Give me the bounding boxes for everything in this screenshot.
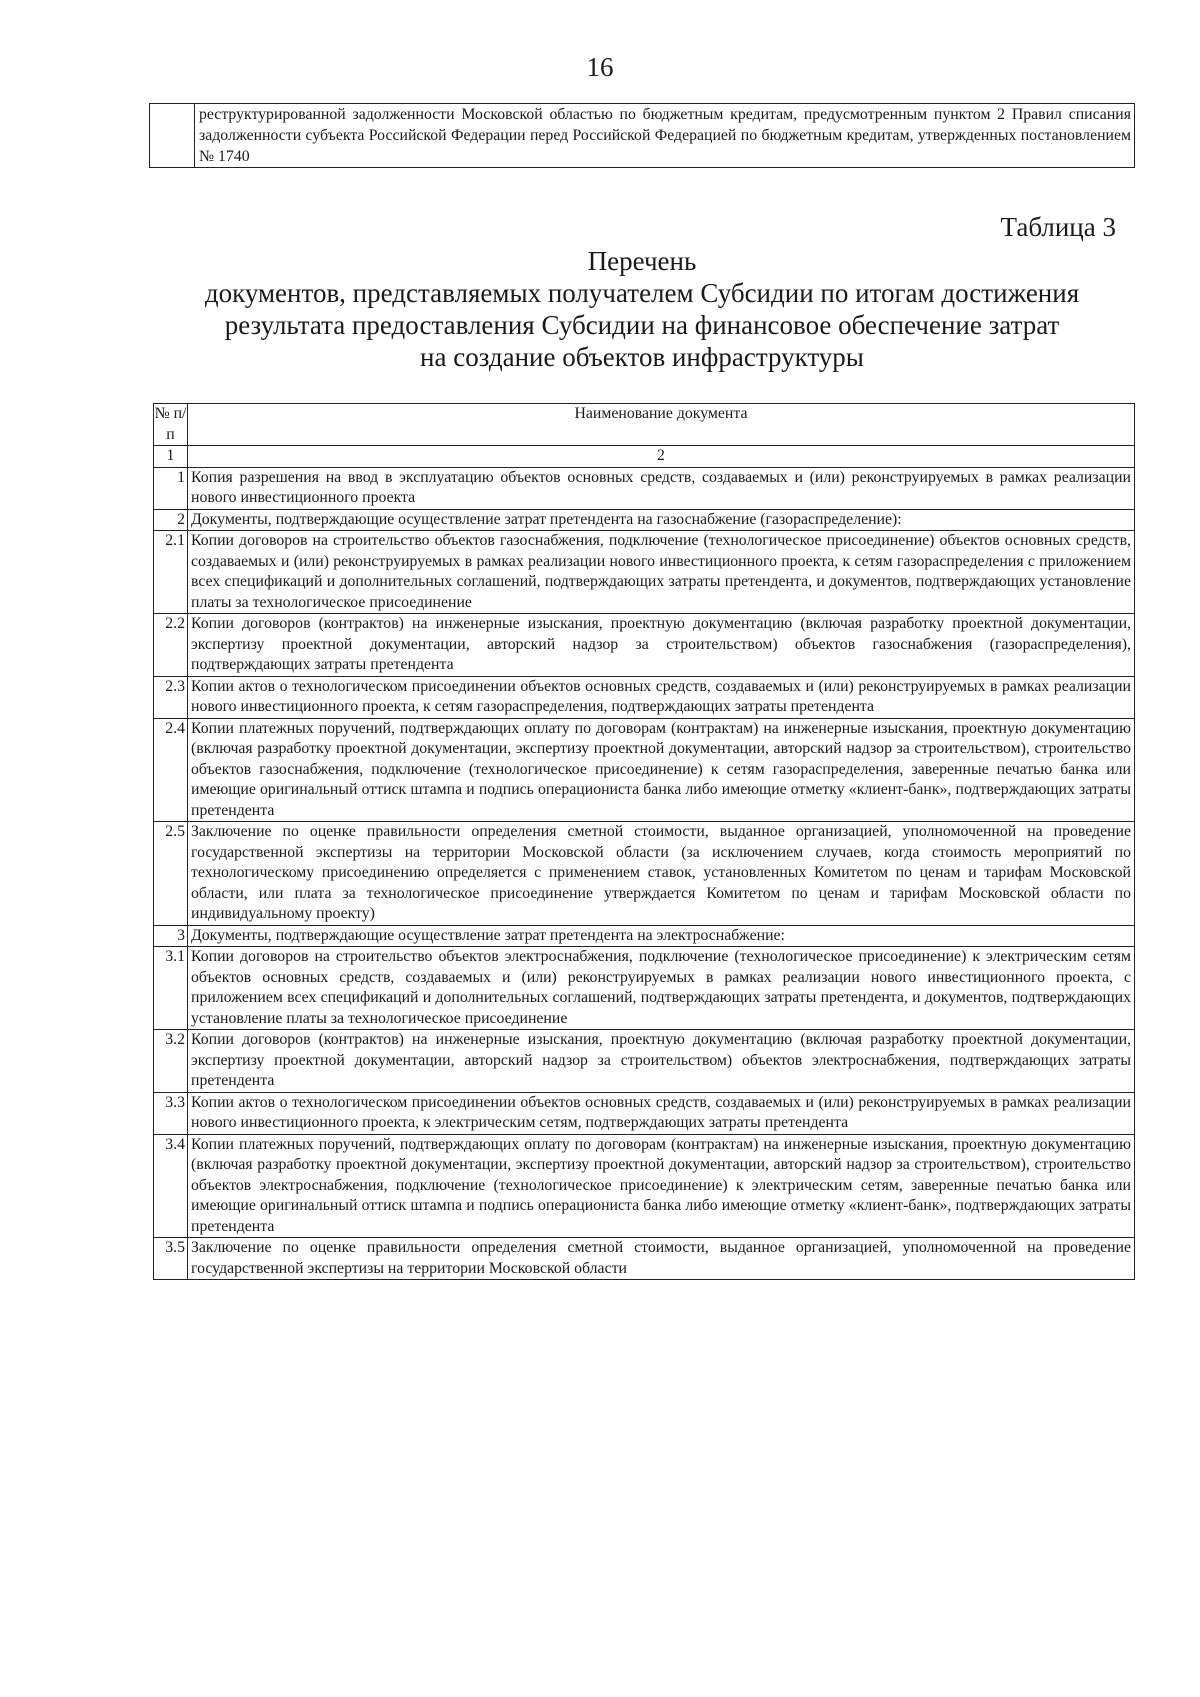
row-document-name: Копии платежных поручений, подтверждающих оплату по договорам (контрактам) на инженерные изыскания, проектную документацию (включая разработку проектной документации, экспертизу проектной документации, авторский надзор за строительством), строительство объектов газоснабжения, подключение (технологическое присоединение) к сетям газораспределения, заверенные печатью банка или имеющие оригинальный оттиск штампа и подпись операциониста банка либо имеющие отметку «клиент-банк», подтверждающих затраты претендента: [188, 718, 1135, 822]
title-line: документов, представляемых получателем Субсидии по итогам достижения: [204, 278, 1080, 308]
continuation-num-cell: [150, 104, 195, 168]
table-row: [154, 1092, 1135, 1134]
row-document-name: Копии платежных поручений, подтверждающих оплату по договорам (контрактам) на инженерные изыскания, проектную документацию (включая разработку проектной документации, экспертизу проектной документации, авторский надзор за строительством), строительство объектов электроснабжения, подключение (технологическое присоединение) к электрическим сетям, заверенные печатью банка или имеющие оригинальный оттиск штампа и подпись операциониста банка либо имеющие отметку «клиент-банк», подтверждающих затраты претендента: [188, 1134, 1135, 1238]
table-row: [154, 822, 1135, 926]
page-number: 16: [586, 52, 614, 82]
row-document-name: Копия разрешения на ввод в эксплуатацию объектов основных средств, создаваемых и (или) реконструируемых в рамках реализации нового инвестиционного проекта: [188, 467, 1135, 509]
row-number: 2: [154, 509, 188, 531]
table-row: [154, 614, 1135, 677]
table-row: [154, 676, 1135, 718]
row-number: 3.5: [154, 1238, 188, 1280]
index-num: 1: [154, 446, 188, 468]
row-document-name: Копии договоров (контрактов) на инженерные изыскания, проектную документацию (включая разработку проектной документации, экспертизу проектной документации, авторский надзор за строительством) объектов электроснабжения, подтверждающих затраты претендента: [188, 1030, 1135, 1093]
row-number: 3.2: [154, 1030, 188, 1093]
title-line: Перечень: [587, 246, 697, 276]
table-row: [154, 467, 1135, 509]
table-row: [150, 104, 1135, 168]
table-row: [154, 1238, 1135, 1280]
table-row: [154, 718, 1135, 822]
row-document-name: Заключение по оценке правильности определения сметной стоимости, выданное организацией, уполномоченной на проведение государственной экспертизы на территории Московской области: [188, 1238, 1135, 1280]
continuation-table: [149, 103, 1135, 168]
row-number: 2.5: [154, 822, 188, 926]
row-number: 3.1: [154, 947, 188, 1030]
header-num: № п/п: [154, 404, 188, 446]
row-number: 2.2: [154, 614, 188, 677]
title-line: на создание объектов инфраструктуры: [420, 342, 864, 372]
table-header-row: [154, 404, 1135, 446]
table-index-row: [154, 446, 1135, 468]
continuation-text: реструктурированной задолженности Московской областью по бюджетным кредитам, предусмотренным пунктом 2 Правил списания задолженности субъекта Российской Федерации перед Российской Федерацией по бюджетным кредитам, утвержденных постановлением № 1740: [195, 104, 1135, 168]
index-name: 2: [188, 446, 1135, 468]
table-row: [154, 1134, 1135, 1238]
row-document-name: Копии актов о технологическом присоединении объектов основных средств, создаваемых и (или) реконструируемых в рамках реализации нового инвестиционного проекта, к сетям газораспределения, подтверждающих затраты претендента: [188, 676, 1135, 718]
table-row: [154, 947, 1135, 1030]
row-document-name: Копии договоров на строительство объектов электроснабжения, подключение (технологическое присоединение) к электрическим сетям объектов основных средств, создаваемых и (или) реконструируемых в рамках реализации нового инвестиционного проекта, с приложением всех спецификаций и дополнительных соглашений, подтверждающих затраты претендента, и документов, подтверждающих установление платы за технологическое присоединение: [188, 947, 1135, 1030]
table-row: [154, 1030, 1135, 1093]
row-number: 3: [154, 925, 188, 947]
row-number: 3.3: [154, 1092, 188, 1134]
document-title: [150, 245, 1134, 373]
documents-table: [153, 403, 1135, 1280]
row-number: 2.4: [154, 718, 188, 822]
table-row: [154, 925, 1135, 947]
table-label: Таблица 3: [1000, 212, 1116, 242]
row-number: 1: [154, 467, 188, 509]
row-number: 2.1: [154, 531, 188, 614]
row-number: 3.4: [154, 1134, 188, 1238]
row-document-name: Копии договоров (контрактов) на инженерные изыскания, проектную документацию (включая разработку проектной документации, экспертизу проектной документации, авторский надзор за строительством) объектов газоснабжения (газораспределения), подтверждающих затраты претендента: [188, 614, 1135, 677]
table-row: [154, 531, 1135, 614]
row-document-name: Документы, подтверждающие осуществление затрат претендента на электроснабжение:: [188, 925, 1135, 947]
row-document-name: Копии актов о технологическом присоединении объектов основных средств, создаваемых и (или) реконструируемых в рамках реализации нового инвестиционного проекта, к электрическим сетям, подтверждающих затраты претендента: [188, 1092, 1135, 1134]
row-document-name: Документы, подтверждающие осуществление затрат претендента на газоснабжение (газораспределение):: [188, 509, 1135, 531]
header-name: Наименование документа: [188, 404, 1135, 446]
title-line: результата предоставления Субсидии на финансовое обеспечение затрат: [224, 310, 1060, 340]
row-document-name: Копии договоров на строительство объектов газоснабжения, подключение (технологическое присоединение) объектов основных средств, создаваемых и (или) реконструируемых в рамках реализации нового инвестиционного проекта, к сетям газораспределения с приложением всех спецификаций и дополнительных соглашений, подтверждающих затраты претендента, и документов, подтверждающих установление платы за технологическое присоединение: [188, 531, 1135, 614]
table-row: [154, 509, 1135, 531]
row-number: 2.3: [154, 676, 188, 718]
row-document-name: Заключение по оценке правильности определения сметной стоимости, выданное организацией, уполномоченной на проведение государственной экспертизы на территории Московской области (за исключением случаев, когда стоимость мероприятий по технологическому присоединению определяется с применением ставок, установленных Комитетом по ценам и тарифам Московской области, или плата за технологическое присоединение утверждается Комитетом по ценам и тарифам Московской области по индивидуальному проекту): [188, 822, 1135, 926]
